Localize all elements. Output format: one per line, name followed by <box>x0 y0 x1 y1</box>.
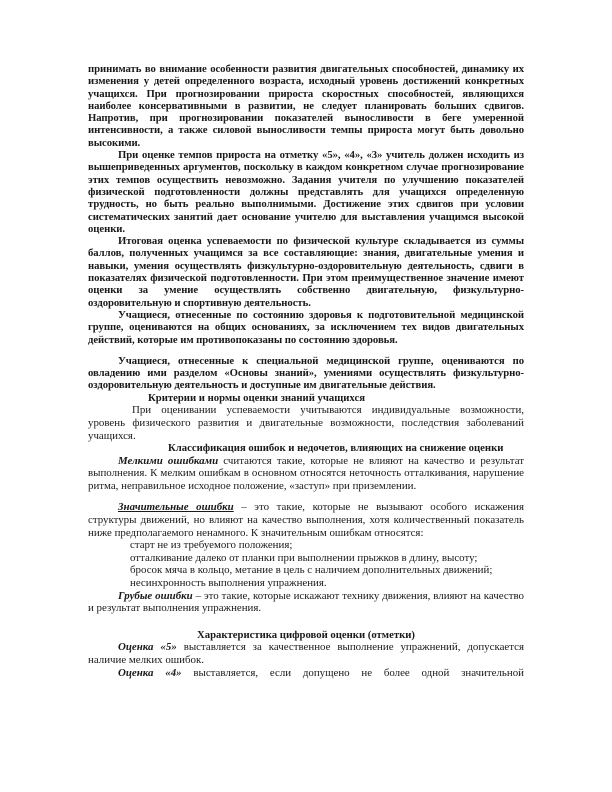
paragraph-significant-errors <box>88 501 524 539</box>
paragraph-individual-abilities: При оценивании успеваемости учитываются индивидуальные возможности, уровень физического развития и двигательные возможности, последствия заболеваний учащихся. <box>88 404 524 442</box>
paragraph-grade-5 <box>88 641 524 666</box>
text-grade-4: выставляется, если допущено не более одной значительной <box>181 666 525 679</box>
paragraph-minor-errors <box>88 455 524 493</box>
paragraph-preparatory-group: Учащиеся, отнесенные по состоянию здоровья к подготовительной медицинской группе, оцениваются на общих основаниях, за исключением тех видов двигательных действий, которые им противопоказаны по состоянию здоровья. <box>88 308 524 346</box>
text-significant-errors: – это такие, которые не вызывают особого искажения структуры движений, но влияют на качество выполнения, хотя количественный показатель ниже предполагаемого ненамного. К значительным ошибкам относятся: <box>88 501 524 539</box>
term-minor-errors: Мелкими ошибками <box>118 454 219 467</box>
document-page <box>88 63 524 679</box>
list-item: бросок мяча в кольцо, метание в цель с наличием дополнительных движений; <box>130 564 493 577</box>
paragraph-final-grade: Итоговая оценка успеваемости по физической культуре складывается из суммы баллов, полученных учащимся за все составляющие: знания, двигательные умения и навыки, умения осуществлять физкультурно-оздоровительную деятельность, сдвиги в показателях физической подготовленности. При этом преимущественное значение имеют оценки за умение осуществлять собственно двигательную, физкультурно-оздоровительную и спортивную деятельность. <box>88 235 524 309</box>
list-item: отталкивание далеко от планки при выполнении прыжков в длину, высоту; <box>130 551 478 564</box>
paragraph-progress-forecast: принимать во внимание особенности развития двигательных способностей, динамику их изменения у детей определенного возраста, исходный уровень достижений конкретных учащихся. При прогнозировании прироста скоростных способностей, являющихся наиболее консервативными в развитии, не следует планировать больших сдвигов. Напротив, при прогнозировании показателей выносливости в беге умеренной интенсивности, а также силовой выносливости темпы прироста могут быть довольно высокими. <box>88 63 524 149</box>
paragraph-special-group: Учащиеся, отнесенные к специальной медицинской группе, оцениваются по овладению ими разделом «Основы знаний», умениями осуществлять физкультурно-оздоровительную деятельность и доступные им двигательные действия. <box>88 354 524 392</box>
paragraph-grade-4 <box>88 667 524 680</box>
list-item: старт не из требуемого положения; <box>130 539 293 552</box>
term-significant-errors: Значительные ошибки <box>118 501 234 514</box>
term-gross-errors: Грубые ошибки <box>118 589 193 602</box>
heading-error-classification: Классификация ошибок и недочетов, влияющих на снижение оценки <box>168 442 504 455</box>
paragraph-gross-errors <box>88 590 524 615</box>
list-item: несинхронность выполнения упражнения. <box>130 577 327 590</box>
term-grade-5: Оценка «5» <box>118 641 177 654</box>
text-grade-5: выставляется за качественное выполнение упражнений, допускается наличие мелких ошибок. <box>88 641 524 666</box>
paragraph-growth-rate-grading: При оценке темпов прироста на отметку «5», «4», «3» учитель должен исходить из вышеприведенных аргументов, поскольку в каждом конкретном случае прогнозирование этих темпов осуществить невозможно. Задания учителя по улучшению показателей физической подготовленности должны представлять для учащихся определенную трудность, но быть реально выполнимыми. Достижение этих сдвигов при условии систематических занятий дает основание учителю для выставления учащимся высокой оценки. <box>88 149 524 235</box>
text-minor-errors: считаются такие, которые не влияют на качество и результат выполнения. К мелким ошибкам в основном относятся неточность отталкивания, нарушение ритма, неправильное исходное положение, «заступ» при приземлении. <box>88 454 525 492</box>
heading-criteria: Критерии и нормы оценки знаний учащихся <box>148 391 365 404</box>
term-grade-4: Оценка «4» <box>118 666 182 679</box>
text-gross-errors: – это такие, которые искажают технику движения, влияют на качество и результат выполнения упражнения. <box>88 589 524 615</box>
heading-grade-characteristics: Характеристика цифровой оценки (отметки) <box>197 628 415 641</box>
